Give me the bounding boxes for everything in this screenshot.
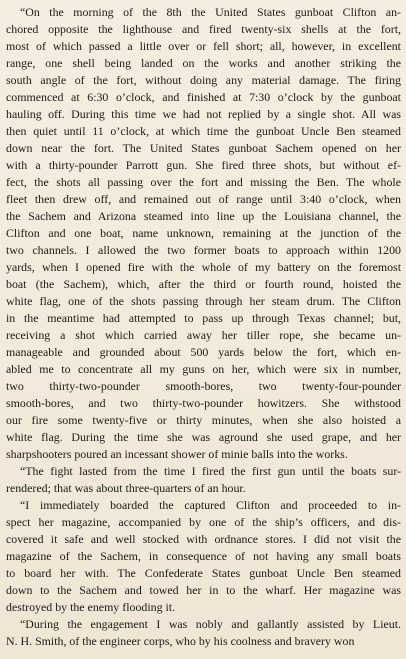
text-line: rendered; that was about three-quarters of an hour. — [6, 481, 246, 495]
text-line: to board her with. The Confederate States gunboat Uncle Ben steamed — [6, 566, 401, 580]
text-line: white flag. During the time she was aground she used grape, and her — [6, 430, 401, 444]
text-line: sharpshooters poured an incessant shower of minie balls into the works. — [6, 447, 348, 461]
text-line: the Sachem and Arizona steamed into line up the Louisiana channel, the — [6, 209, 401, 223]
text-line: white flag, one of the shots passing through her steam drum. The Clifton — [6, 294, 401, 308]
text-line: our fire some twenty-five or thirty minutes, when she also hoisted a — [6, 413, 401, 427]
text-line: N. H. Smith, of the engineer corps, who by his coolness and bravery won — [6, 634, 355, 648]
text-line: down near the fort. The United States gunboat Sachem opened on her — [6, 141, 401, 155]
text-line: abled me to concentrate all my guns on her, which were six in number, — [6, 362, 401, 376]
paragraph — [6, 463, 401, 497]
text-line: with a thirty-pounder Parrott gun. She fired three shots, but without ef- — [6, 158, 401, 172]
text-line: two thirty-two-pounder smooth-bores, two twenty-four-pounder — [6, 379, 401, 393]
text-line: down to the Sachem and towed her in to the wharf. Her magazine was — [6, 583, 401, 597]
text-line: “On the morning of the 8th the United States gunboat Clifton an- — [20, 5, 401, 19]
text-line: magazine of the Sachem, in consequence of not having any small boats — [6, 549, 401, 563]
paragraph — [6, 616, 401, 650]
text-line: in the meantime had attempted to pass up through Texas channel; but, — [6, 311, 401, 325]
text-line: receiving a shot which carried away her tiller rope, she became un- — [6, 328, 401, 342]
text-line: manageable and grounded about 500 yards below the fort, which en- — [6, 345, 401, 359]
text-line: south angle of the fort, without doing any material damage. The firing — [6, 73, 401, 87]
text-line: Clifton and one boat, name unknown, remaining at the junction of the — [6, 226, 401, 240]
document-body — [6, 4, 401, 650]
text-line: chored opposite the lighthouse and fired twenty-six shells at the fort, — [6, 22, 401, 36]
paragraph — [6, 497, 401, 616]
text-line: “I immediately boarded the captured Clifton and proceeded to in- — [20, 498, 401, 512]
paragraph — [6, 4, 401, 463]
text-line: “During the engagement I was nobly and gallantly assisted by Lieut. — [20, 617, 401, 631]
text-line: then quiet until 11 o’clock, at which time the gunboat Uncle Ben steamed — [6, 124, 401, 138]
text-line: range, one shell being landed on the works and another striking the — [6, 56, 401, 70]
text-line: fleet then drew off, and remained out of range until 3:40 o’clock, when — [6, 192, 401, 206]
text-line: spect her magazine, accompanied by one of the ship’s officers, and dis- — [6, 515, 401, 529]
text-line: commenced at 6:30 o’clock, and finished at 7:30 o’clock by the gunboat — [6, 90, 401, 104]
text-line: fect, the shots all passing over the fort and missing the Ben. The whole — [6, 175, 401, 189]
text-line: two channels. I allowed the two former boats to approach within 1200 — [6, 243, 401, 257]
text-line: boat (the Sachem), which, after the third or fourth round, hoisted the — [6, 277, 401, 291]
text-line: smooth-bores, and two thirty-two-pounder howitzers. She withstood — [6, 396, 401, 410]
text-line: covered it safe and well stocked with ordnance stores. I did not visit the — [6, 532, 401, 546]
text-line: hauling off. During this time we had not replied by a single shot. All was — [6, 107, 401, 121]
text-line: most of which passed a little over or fell short; all, however, in excellent — [6, 39, 401, 53]
text-line: yards, when I opened fire with the whole of my battery on the foremost — [6, 260, 401, 274]
text-line: destroyed by the enemy flooding it. — [6, 600, 176, 614]
text-line: “The fight lasted from the time I fired the first gun until the boats sur- — [20, 464, 401, 478]
